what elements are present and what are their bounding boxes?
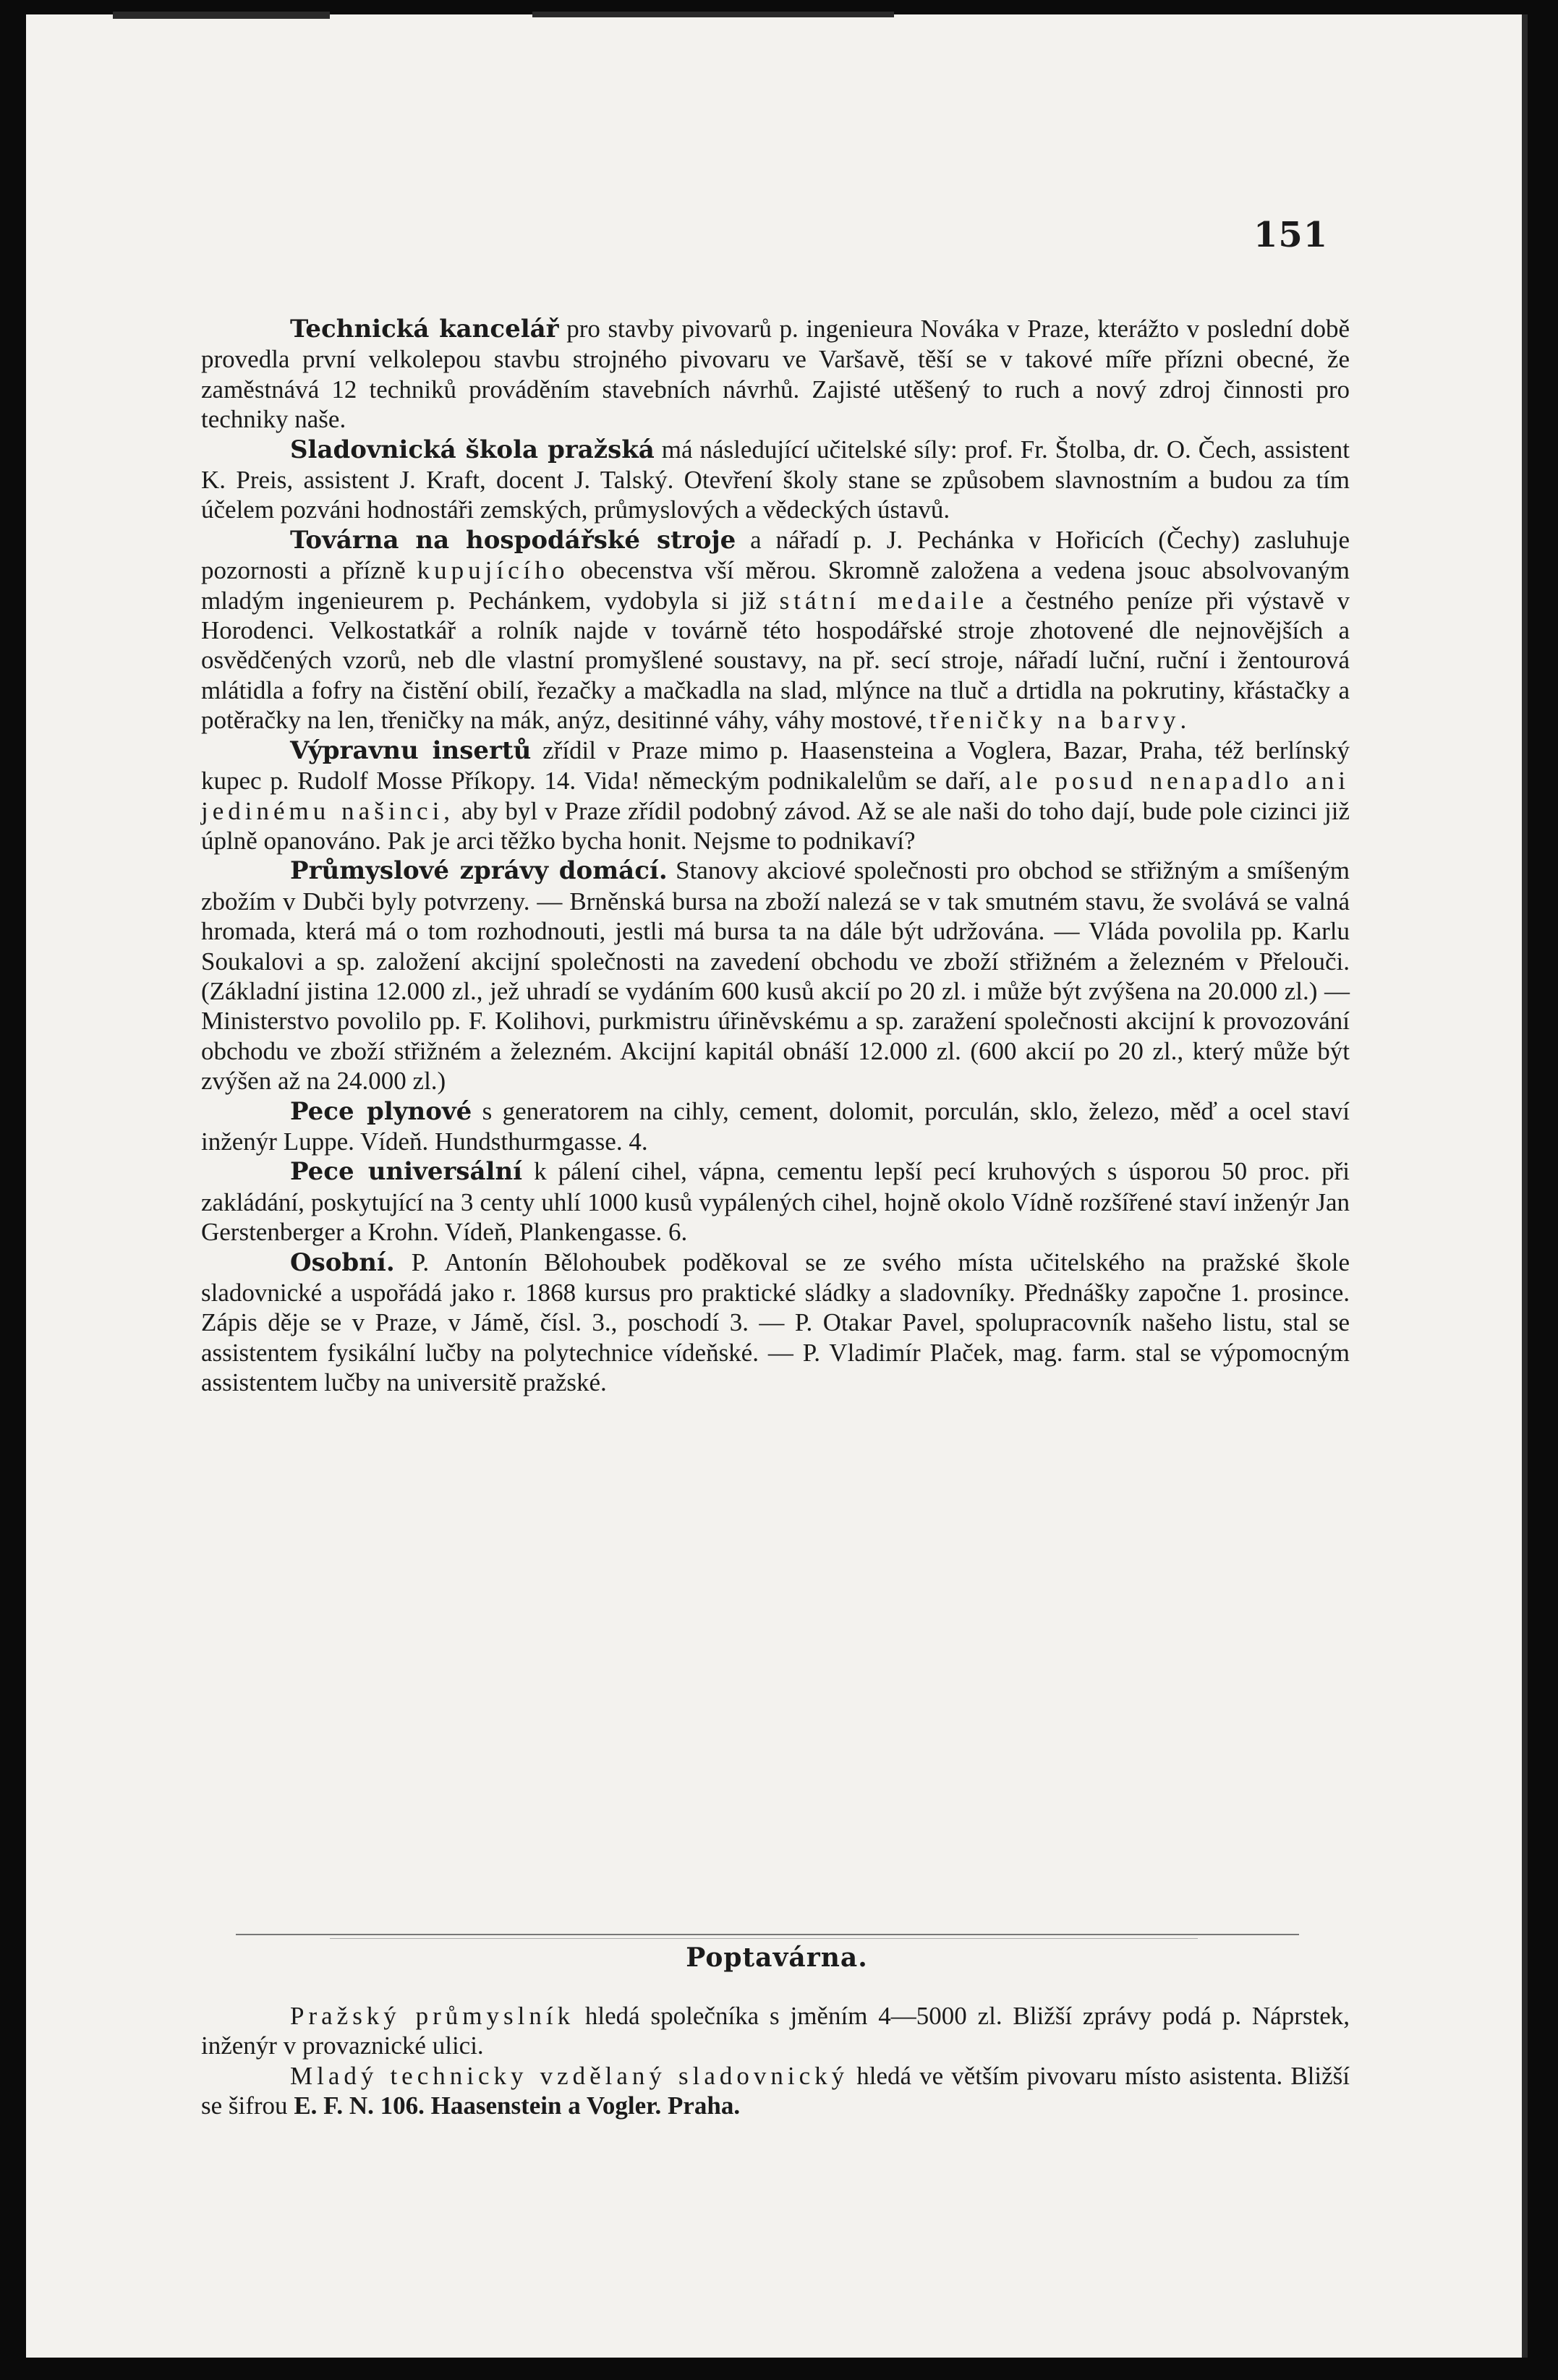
paragraph-text: a nářadí p. J. Pechánka v Hořicích (Čechy) zasluhuje pozornosti a přízně	[201, 525, 1350, 585]
paragraph-vypravna-insertu	[201, 735, 1350, 856]
paragraph-text: s generatorem na cihly, cement, dolomit, porculán, sklo, železo, měď a ocel staví inženýr Luppe. Vídeň. Hundsthurmgasse. 4.	[201, 1096, 1350, 1156]
paragraph-text: pro stavby pivovarů p. ingenieura Nováka v Praze, kterážto v poslední době provedla první velkolepou stavbu strojného pivovaru ve Varšavě, těší se v takové míře přízni obecné, že zaměstnává 12 techniků prováděním stavebních návrhů. Zajisté utěšený to ruch a nový zdroj činnosti pro techniky naše.	[201, 315, 1350, 434]
ad-item	[201, 2061, 1350, 2121]
scan-edge-mark	[532, 12, 894, 17]
paragraph-lead: Průmyslové zprávy domácí.	[290, 856, 668, 886]
article-body	[201, 314, 1350, 1398]
ad-code: E. F. N. 106.	[294, 2091, 425, 2120]
scan-edge-mark	[113, 12, 330, 19]
spaced-emphasis: státní medaile	[779, 586, 989, 615]
paragraph-prumyslove-zpravy	[201, 856, 1350, 1096]
ad-text: hledá společníka s jměním 4—5000 zl. Bližší zprávy podá p. Náprstek, inženýr v provaznické ulici.	[201, 2002, 1350, 2060]
ad-text: hledá ve větším pivovaru místo asistenta. Bližší se šifrou	[201, 2061, 1350, 2120]
paragraph-tovarna	[201, 525, 1350, 735]
paragraph-text: zřídil v Praze mimo p. Haasensteina a Voglera, Bazar, Praha, též berlínský kupec p. Rudolf Mosse Příkopy. 14. Vida! německým podnikalelům se daří,	[201, 735, 1350, 796]
paragraph-lead: Sladovnická škola pražská	[290, 435, 655, 464]
section-heading-poptavarna: Poptavárna.	[686, 1942, 868, 1973]
paragraph-lead: Pece plynové	[290, 1096, 472, 1126]
ad-spaced-lead: Mladý technicky vzdělaný sladovnický	[290, 2061, 849, 2090]
section-divider-thin	[330, 1938, 1198, 1939]
paragraph-pece-universalni	[201, 1156, 1350, 1247]
paragraph-lead: Továrna na hospodářské stroje	[290, 525, 736, 555]
paragraph-lead: Pece universální	[290, 1157, 523, 1187]
paragraph-sladovnicka-skola	[201, 435, 1350, 525]
paragraph-pece-plynove	[201, 1096, 1350, 1157]
paragraph-lead: Technická kancelář	[290, 315, 559, 344]
paragraph-text: má následující učitelské síly: prof. Fr. Štolba, dr. O. Čech, assistent K. Preis, assistent J. Kraft, docent J. Talský. Otevření školy stane se způsobem slavnostním a budou za tím účelem pozváni hodnostáři zemských, průmyslových a vědeckých ústavů.	[201, 435, 1350, 524]
paragraph-text: a čestného peníze při výstavě v Horodenci. Velkostatkář a rolník najde v továrně této hospodářské stroje zhotovené dle nejnovějších a osvědčených vzorů, neb dle vlastní promyšlené soustavy, na př. secí stroje, nářadí luční, ruční i žentourová mlátidla a fofry na čistění obilí, řezačky a mačkadla na slad, mlýnce na tluč a drtidla na pokrutiny, křástačky a potěračky na len, třeničky na mák, anýz, desitinné váhy, váhy mostové,	[201, 586, 1350, 735]
paragraph-osobni	[201, 1247, 1350, 1398]
classified-ads	[201, 2001, 1350, 2121]
paragraph-technicka-kancelar	[201, 314, 1350, 435]
section-divider	[236, 1934, 1299, 1935]
paragraph-text: k pálení cihel, vápna, cementu lepší pecí kruhových s úsporou 50 proc. při zakládání, poskytující na 3 centy uhlí 1000 kusů vypálených cihel, hojně okolo Vídně rozšířené staví inženýr Jan Gerstenberger a Krohn. Vídeň, Plankengasse. 6.	[201, 1157, 1350, 1247]
paragraph-text: obecenstva vší měrou. Skromně založena a vedena jsouc absolvovaným mladým ingenieurem p. Pechánkem, vydobyla si již	[201, 556, 1350, 615]
page-number: 151	[1253, 215, 1329, 255]
ad-contact: Haasenstein a Vogler. Praha.	[424, 2091, 741, 2120]
scan-right-border	[1522, 14, 1528, 2358]
spaced-emphasis: ale posud nenapadlo ani jedinému našinci,	[201, 767, 1350, 825]
paragraph-text: P. Antonín Bělohoubek poděkoval se ze svého místa učitelského na pražské škole sladovnické a uspořádá jako r. 1868 kursus pro praktické sládky a sladovníky. Přednášky započne 1. prosince. Zápis děje se v Praze, v Jámě, čísl. 3., poschodí 3. — P. Otakar Pavel, spolupracovník našeho listu, stal se assistentem fysikální lučby na polytechnice vídeňské. — P. Vladimír Plaček, mag. farm. stal se výpomocným assistentem lučby na universitě pražské.	[201, 1247, 1350, 1397]
spaced-emphasis: třeničky na barvy	[929, 706, 1180, 735]
paragraph-text: Stanovy akciové společnosti pro obchod se střižným a smíšeným zbožím v Dubči byly potvrzeny. — Brněnská bursa na zboží nalezá se v tak smutném stavu, že svolává se valná hromada, která má o tom rozhodnouti, jestli má bursa ta na dále být udržována. — Vláda povolila pp. Karlu Soukalovi a sp. založení akcijní společnosti na zavedení obchodu ve zboží střižném a železném v Přelouči. (Základní jistina 12.000 zl., jež uhradí se vydáním 600 kusů akcií po 20 zl. i může být zvýšena na 20.000 zl.) — Ministerstvo povolilo pp. F. Kolihovi, purkmistru úřiněvskému a sp. zaražení společnosti akcijní k provozování obchodu ve zboží střižném a železném. Akcijní kapitál obnáší 12.000 zl. (600 akcií po 20 zl., který může být zvýšen až na 24.000 zl.)	[201, 856, 1350, 1096]
paragraph-lead: Výpravnu insertů	[290, 735, 532, 765]
scanned-page	[26, 14, 1528, 2358]
paragraph-lead: Osobní.	[290, 1247, 395, 1277]
paragraph-text: aby byl v Praze zřídil podobný závod. Až se ale naši do toho dají, bude pole cizinci již úplně opanováno. Pak je arci těžko bycha honit. Nejsme to podnikaví?	[201, 796, 1350, 855]
ad-item	[201, 2001, 1350, 2061]
spaced-emphasis: kupujícího	[417, 556, 569, 585]
ad-spaced-lead: Pražský průmyslník	[290, 2002, 575, 2030]
paragraph-text: .	[1180, 706, 1187, 735]
